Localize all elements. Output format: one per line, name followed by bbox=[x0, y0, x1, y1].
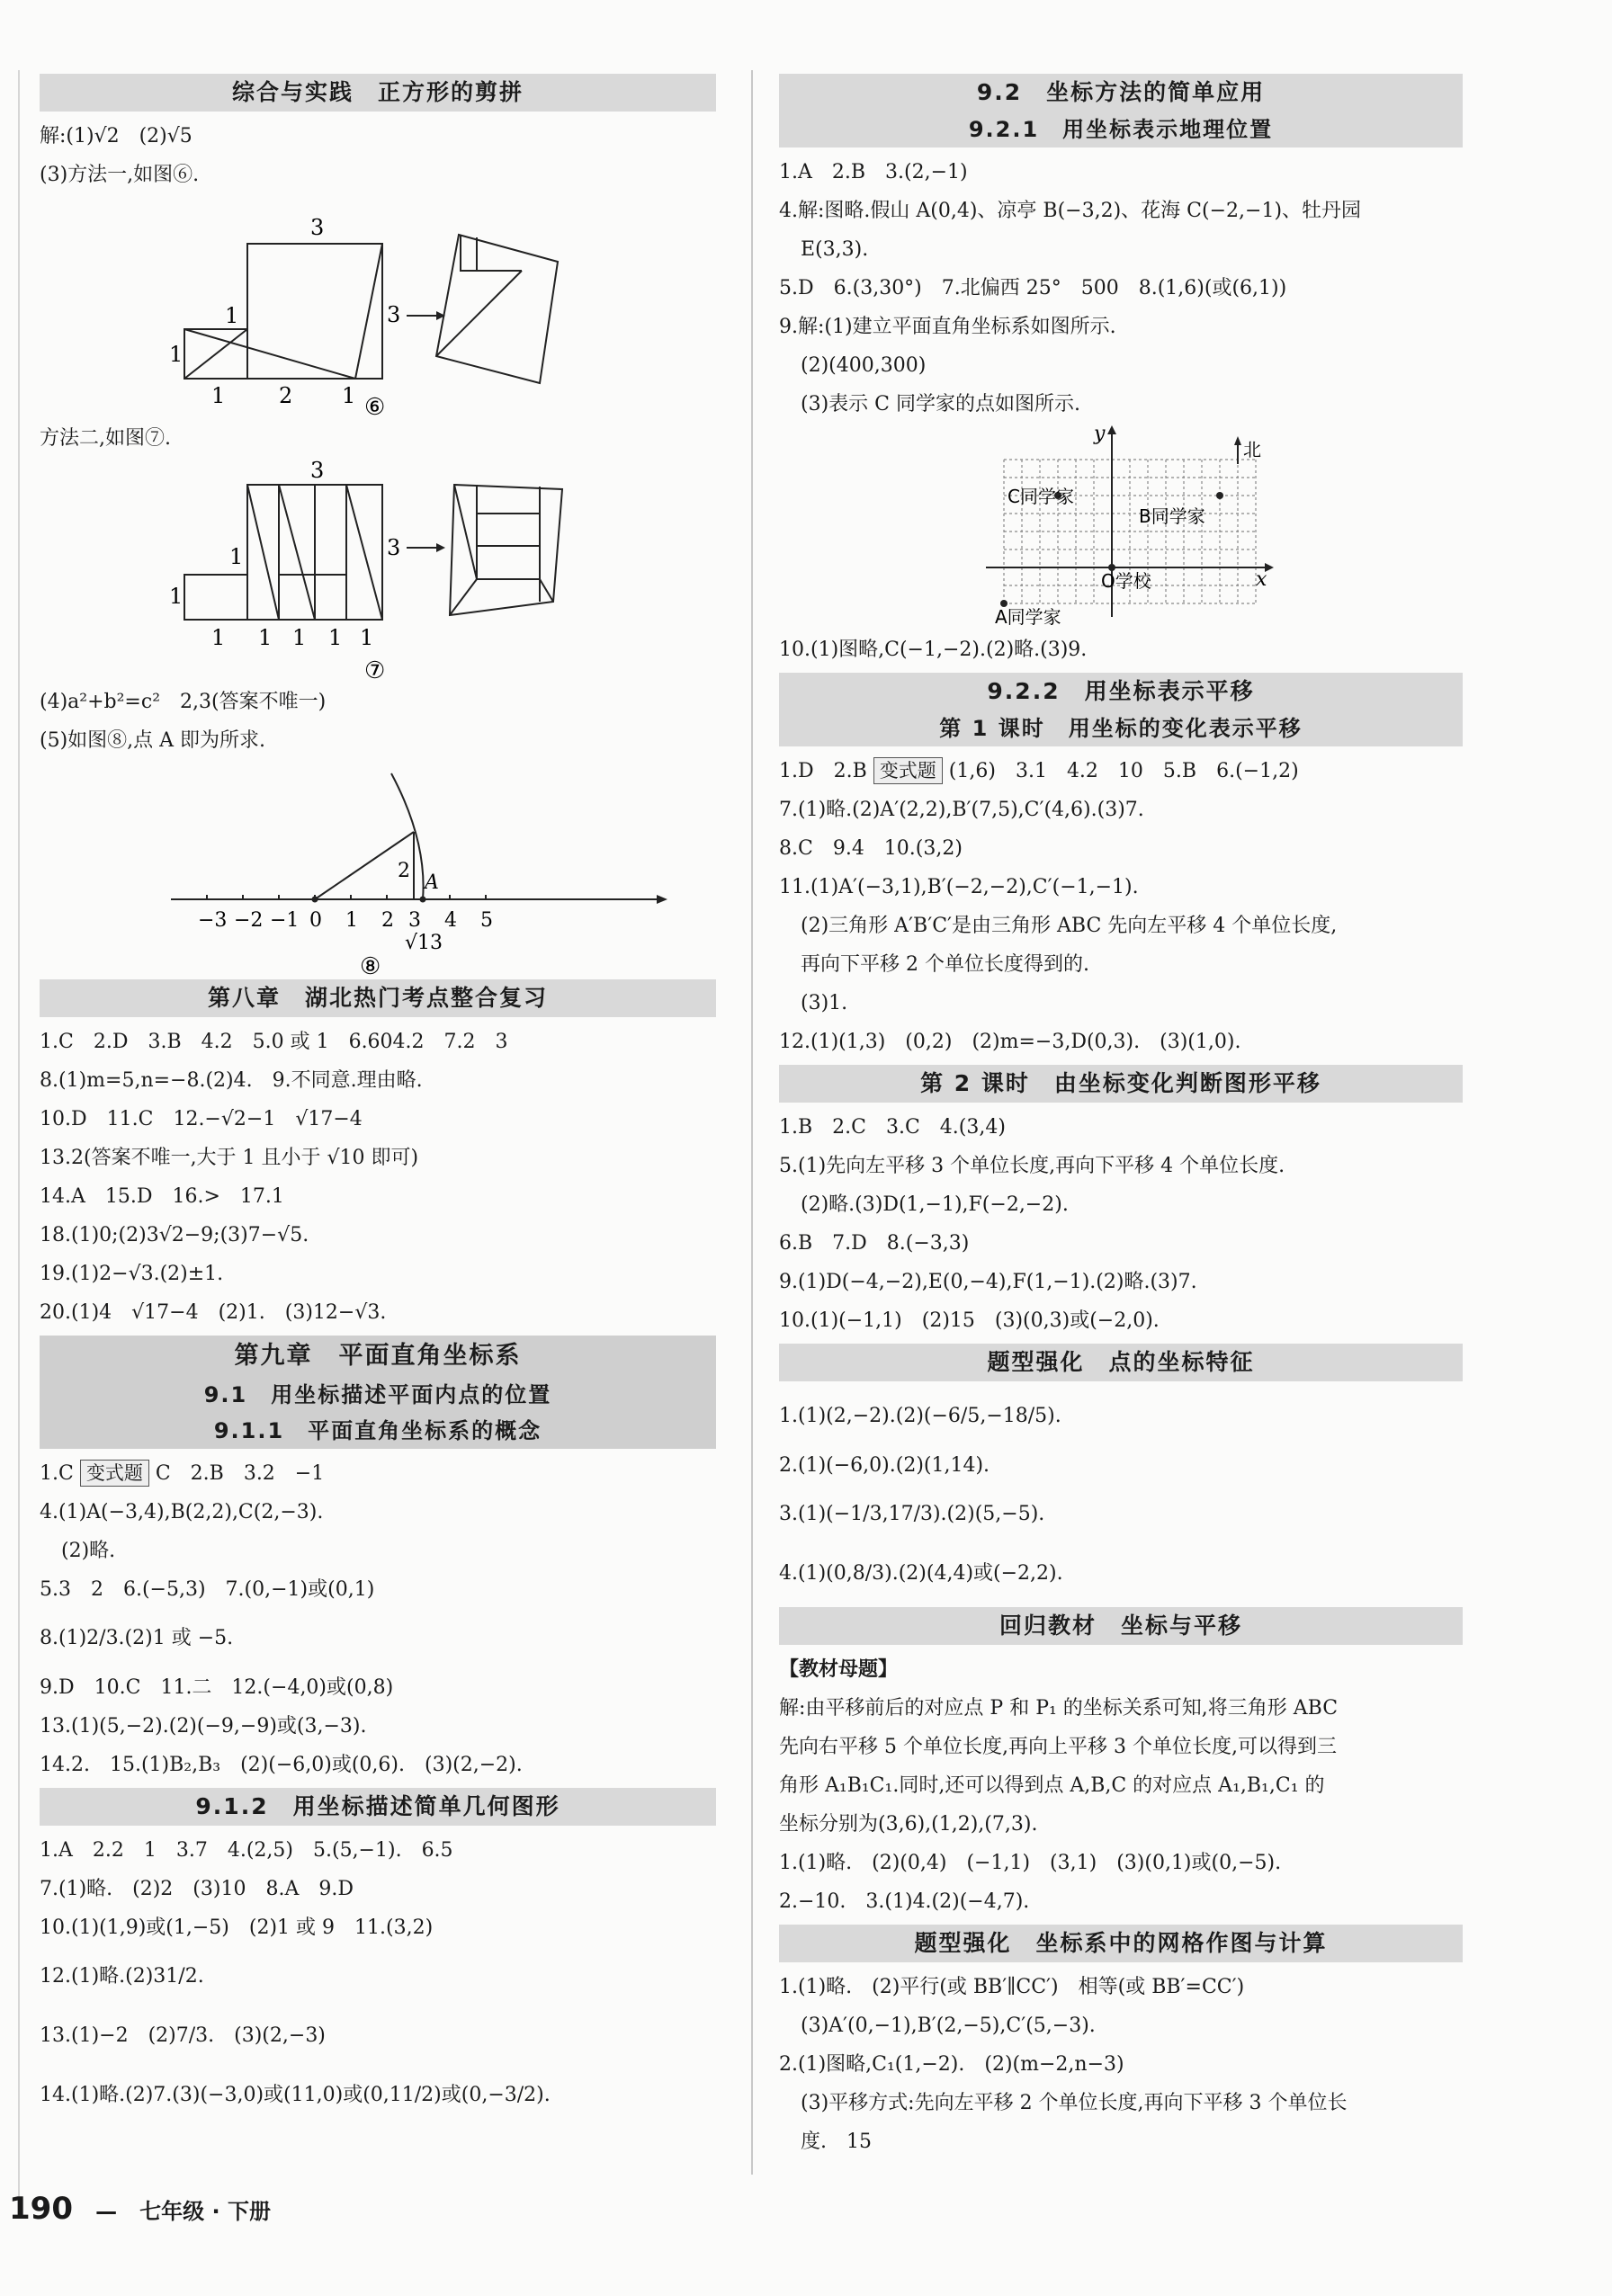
answer-line: 13.(1)(5,−2).(2)(−9,−9)或(3,−3). bbox=[40, 1715, 367, 1738]
answer-line: 1.A 2.2 1 3.7 4.(2,5) 5.(5,−1). 6.5 bbox=[40, 1839, 453, 1862]
figure-7 bbox=[144, 458, 612, 683]
answer-line bbox=[779, 752, 1463, 791]
answer-line: 13.(1)−2 (2)7/3. (3)(2,−3) bbox=[40, 2024, 326, 2047]
section-grid-drawing: 题型强化 坐标系中的网格作图与计算 bbox=[779, 1925, 1463, 1962]
answer-line: 5.(1)先向左平移 3 个单位长度,再向下平移 4 个单位长度. bbox=[779, 1155, 1285, 1177]
answer-text: 1.D 2.B bbox=[779, 760, 867, 782]
answer-line: 14.2. 15.(1)B₂,B₃ (2)(−6,0)或(0,6). (3)(2,−2). bbox=[40, 1754, 523, 1776]
answer-line: 再向下平移 2 个单位长度得到的. bbox=[801, 953, 1089, 976]
lesson-2-title: 第 2 课时 由坐标变化判断图形平移 bbox=[779, 1065, 1463, 1103]
answer-line: 2.(1)图略,C₁(1,−2). (2)(m−2,n−3) bbox=[779, 2053, 1124, 2076]
grid-y-label: y bbox=[1094, 424, 1106, 445]
answer-line: (3)表示 C 同学家的点如图所示. bbox=[801, 393, 1080, 415]
fig6-caption: ⑥ bbox=[364, 394, 386, 419]
page-footer bbox=[9, 2191, 271, 2227]
answer-line: 1.A 2.B 3.(2,−1) bbox=[779, 161, 968, 183]
fig8-tick: 0 bbox=[309, 909, 322, 932]
answer-line: (2)三角形 A′B′C′是由三角形 ABC 先向左平移 4 个单位长度, bbox=[801, 915, 1338, 937]
answer-line: 8.(1)m=5,n=−8.(2)4. 9.不同意.理由略. bbox=[40, 1069, 423, 1092]
fig6-bottom-label: 2 bbox=[279, 383, 293, 408]
fig7-bottom-label: 1 bbox=[328, 625, 343, 650]
answer-line: (2)略. bbox=[61, 1540, 116, 1562]
section-9-1-2-title: 9.1.2 用坐标描述简单几何图形 bbox=[40, 1788, 716, 1826]
fig6-top-label: 3 bbox=[310, 215, 325, 240]
page-number: 190 bbox=[9, 2191, 73, 2227]
answer-line: 10.(1)(1,9)或(1,−5) (2)1 或 9 11.(3,2) bbox=[40, 1916, 434, 1939]
answer-line: 4.(1)A(−3,4),B(2,2),C(2,−3). bbox=[40, 1501, 324, 1523]
fig7-caption: ⑦ bbox=[364, 657, 386, 683]
answer-line: 3.(1)(−1/3,17/3).(2)(5,−5). bbox=[779, 1503, 1045, 1525]
answer-line: 先向右平移 5 个单位长度,再向上平移 3 个单位长度,可以得到三 bbox=[779, 1736, 1337, 1758]
answer-line: 10.(1)图略,C(−1,−2).(2)略.(3)9. bbox=[779, 639, 1088, 661]
answer-line: (3)A′(0,−1),B′(2,−5),C′(5,−3). bbox=[801, 2015, 1096, 2037]
answer-line: 10.(1)(−1,1) (2)15 (3)(0,3)或(−2,0). bbox=[779, 1309, 1160, 1332]
answer-line: 14.A 15.D 16.> 17.1 bbox=[40, 1185, 284, 1208]
fig7-top-label: 3 bbox=[310, 458, 325, 483]
answer-line: 9.(1)D(−4,−2),E(0,−4),F(1,−1).(2)略.(3)7. bbox=[779, 1271, 1197, 1293]
answer-line: 5.D 6.(3,30°) 7.北偏西 25° 500 8.(1,6)(或(6,1)) bbox=[779, 277, 1287, 299]
fig8-tick: 3 bbox=[408, 909, 421, 932]
column-divider bbox=[751, 70, 753, 2175]
left-column bbox=[40, 70, 716, 2125]
answer-line: 4.(1)(0,8/3).(2)(4,4)或(−2,2). bbox=[779, 1562, 1063, 1585]
grid-point-a: A同学家 bbox=[995, 606, 1061, 628]
figure-8 bbox=[72, 760, 684, 976]
grid-x-label: x bbox=[1256, 568, 1267, 591]
fig7-bottom-label: 1 bbox=[360, 625, 374, 650]
answer-line: 4.解:图略.假山 A(0,4)、凉亭 B(−3,2)、花海 C(−2,−1)、牡丹园 bbox=[779, 200, 1362, 222]
answer-line: 14.(1)略.(2)7.(3)(−3,0)或(11,0)或(0,11/2)或(0,−3/2). bbox=[40, 2084, 551, 2106]
fig8-tick: 2 bbox=[381, 909, 394, 932]
fig8-tick: 4 bbox=[444, 909, 457, 932]
answer-line: 6.B 7.D 8.(−3,3) bbox=[779, 1232, 970, 1255]
fig8-side-label: 2 bbox=[398, 860, 410, 882]
fig8-sqrt-label: √13 bbox=[405, 932, 443, 954]
answer-line: 方法二,如图⑦. bbox=[40, 427, 171, 450]
grade-label: 七年级 · 下册 bbox=[139, 2199, 271, 2224]
variant-tag: 变式题 bbox=[873, 757, 943, 784]
grid-point-o: O学校 bbox=[1101, 570, 1151, 592]
fig6-right-label: 3 bbox=[387, 302, 401, 327]
section-9-2-2-title: 9.2.2 用坐标表示平移 bbox=[779, 673, 1463, 710]
answer-line: 解:(1)√2 (2)√5 bbox=[40, 125, 193, 147]
answer-line: 7.(1)略.(2)A′(2,2),B′(7,5),C′(4,6).(3)7. bbox=[779, 799, 1144, 821]
section-9-2-title: 9.2 坐标方法的简单应用 bbox=[779, 74, 1463, 112]
answer-line: 1.B 2.C 3.C 4.(3,4) bbox=[779, 1116, 1006, 1139]
answer-line: 19.(1)2−√3.(2)±1. bbox=[40, 1263, 224, 1285]
right-column bbox=[779, 70, 1463, 2161]
answer-line: 2.(1)(−6,0).(2)(1,14). bbox=[779, 1454, 990, 1477]
section-9-2-1-title: 9.2.1 用坐标表示地理位置 bbox=[779, 112, 1463, 147]
fig6-bottom-label: 1 bbox=[211, 383, 226, 408]
section-coordinate-features: 题型强化 点的坐标特征 bbox=[779, 1344, 1463, 1381]
answer-line: (3)平移方式:先向左平移 2 个单位长度,再向下平移 3 个单位长 bbox=[801, 2092, 1348, 2114]
fig7-bottom-label: 1 bbox=[292, 625, 307, 650]
answer-line bbox=[40, 1454, 716, 1493]
answer-line: 7.(1)略. (2)2 (3)10 8.A 9.D bbox=[40, 1878, 354, 1900]
fig8-tick: −3 bbox=[198, 909, 228, 932]
answer-line: (3)1. bbox=[801, 992, 848, 1014]
answer-line: (3)方法一,如图⑥. bbox=[40, 164, 200, 186]
section-header-practice: 综合与实践 正方形的剪拼 bbox=[40, 74, 716, 112]
answer-line: 18.(1)0;(2)3√2−9;(3)7−√5. bbox=[40, 1224, 309, 1246]
answer-line: 8.(1)2/3.(2)1 或 −5. bbox=[40, 1627, 234, 1649]
answer-line: 9.D 10.C 11.二 12.(−4,0)或(0,8) bbox=[40, 1676, 394, 1699]
answer-line: 9.解:(1)建立平面直角坐标系如图所示. bbox=[779, 316, 1116, 338]
section-back-to-textbook: 回归教材 坐标与平移 bbox=[779, 1607, 1463, 1645]
grid-point-c: C同学家 bbox=[1008, 486, 1074, 507]
fig8-caption: ⑧ bbox=[360, 953, 381, 976]
answer-line: (2)(400,300) bbox=[801, 354, 927, 377]
fig7-mid-label: 1 bbox=[229, 544, 244, 569]
fig7-bottom-label: 1 bbox=[211, 625, 226, 650]
answer-line: 解:由平移前后的对应点 P 和 P₁ 的坐标关系可知,将三角形 ABC bbox=[779, 1697, 1339, 1720]
figure-6 bbox=[144, 194, 612, 419]
chapter9-title: 第九章 平面直角坐标系 bbox=[40, 1336, 716, 1377]
fig7-left-label: 1 bbox=[169, 584, 184, 609]
answer-line: 12.(1)(1,3) (0,2) (2)m=−3,D(0,3). (3)(1,0). bbox=[779, 1031, 1241, 1053]
fig7-right-label: 3 bbox=[387, 535, 401, 560]
answer-line: 5.3 2 6.(−5,3) 7.(0,−1)或(0,1) bbox=[40, 1578, 375, 1601]
answer-line: 1.(1)(2,−2).(2)(−6/5,−18/5). bbox=[779, 1405, 1061, 1427]
answer-text: 1.C bbox=[40, 1462, 74, 1485]
fig8-tick: −1 bbox=[270, 909, 300, 932]
answer-line: 8.C 9.4 10.(3,2) bbox=[779, 837, 963, 860]
answer-text: (1,6) 3.1 4.2 10 5.B 6.(−1,2) bbox=[948, 760, 1299, 782]
answer-line: 12.(1)略.(2)31/2. bbox=[40, 1965, 204, 1988]
fig8-point-label: A bbox=[425, 871, 439, 894]
answer-line: 2.−10. 3.(1)4.(2)(−4,7). bbox=[779, 1890, 1030, 1913]
fig6-left-label: 1 bbox=[169, 342, 184, 367]
answer-line: (2)略.(3)D(1,−1),F(−2,−2). bbox=[801, 1193, 1069, 1216]
fig8-tick: 5 bbox=[480, 909, 493, 932]
answer-line: 13.2(答案不唯一,大于 1 且小于 √10 即可) bbox=[40, 1147, 419, 1169]
answer-line: 角形 A₁B₁C₁.同时,还可以得到点 A,B,C 的对应点 A₁,B₁,C₁ 的 bbox=[779, 1774, 1325, 1797]
fig8-tick: 1 bbox=[345, 909, 358, 932]
section-9-1-title: 9.1 用坐标描述平面内点的位置 bbox=[40, 1377, 716, 1413]
answer-line: 20.(1)4 √17−4 (2)1. (3)12−√3. bbox=[40, 1301, 387, 1324]
lesson-1-title: 第 1 课时 用坐标的变化表示平移 bbox=[779, 710, 1463, 746]
answer-line: 1.C 2.D 3.B 4.2 5.0 或 1 6.604.2 7.2 3 bbox=[40, 1031, 508, 1053]
answer-line: 11.(1)A′(−3,1),B′(−2,−2),C′(−1,−1). bbox=[779, 876, 1139, 898]
variant-tag: 变式题 bbox=[80, 1460, 149, 1487]
footer-dash: — bbox=[95, 2199, 118, 2224]
fig6-small-label: 1 bbox=[225, 303, 239, 328]
textbook-problem-label: 【教材母题】 bbox=[779, 1658, 899, 1681]
coordinate-grid-figure bbox=[968, 424, 1274, 630]
answer-line: (5)如图⑧,点 A 即为所求. bbox=[40, 729, 266, 752]
answer-line: (4)a²+b²=c² 2,3(答案不唯一) bbox=[40, 691, 327, 713]
answer-line: 1.(1)略. (2)(0,4) (−1,1) (3,1) (3)(0,1)或(0,−5). bbox=[779, 1852, 1282, 1874]
answer-text: C 2.B 3.2 −1 bbox=[155, 1462, 325, 1485]
fig7-bottom-label: 1 bbox=[258, 625, 273, 650]
fig6-bottom-label: 1 bbox=[342, 383, 356, 408]
section-header-chapter8: 第八章 湖北热门考点整合复习 bbox=[40, 979, 716, 1017]
answer-line: E(3,3). bbox=[801, 238, 869, 261]
section-9-1-1-title: 9.1.1 平面直角坐标系的概念 bbox=[40, 1413, 716, 1449]
answer-line: 10.D 11.C 12.−√2−1 √17−4 bbox=[40, 1108, 363, 1130]
fig8-tick: −2 bbox=[234, 909, 264, 932]
grid-point-b: B同学家 bbox=[1139, 505, 1205, 527]
answer-line: 坐标分别为(3,6),(1,2),(7,3). bbox=[779, 1813, 1038, 1836]
answer-line: 1.(1)略. (2)平行(或 BB′∥CC′) 相等(或 BB′=CC′) bbox=[779, 1976, 1245, 1998]
grid-north-label: 北 bbox=[1243, 439, 1261, 460]
answer-line: 度. 15 bbox=[801, 2131, 872, 2153]
left-margin-rule bbox=[18, 70, 20, 2211]
